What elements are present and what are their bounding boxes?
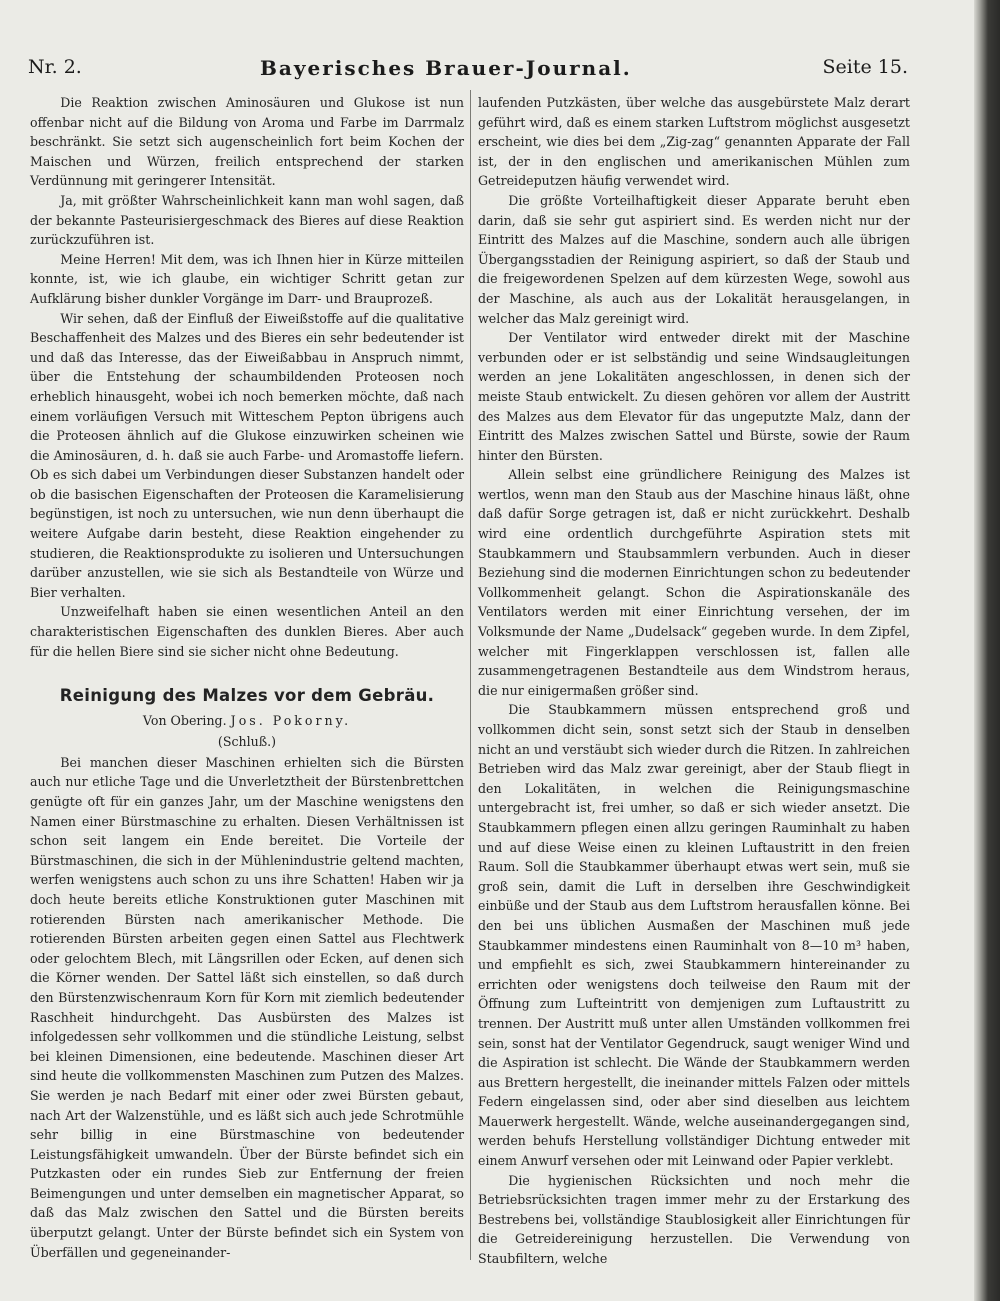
page-number: Seite 15. (822, 56, 908, 78)
left-paragraph-1: Die Reaktion zwischen Aminosäuren und Glukose ist nun offenbar nicht auf die Bildung von Aroma und Farbe im Darrmalz beschränkt. Sie setzt sich augenscheinlich fort beim Kochen der Maischen und Würzen, freilich entsprechend der starken Verdünnung mit geringerer Intensität. (30, 95, 464, 189)
left-paragraph-2: Ja, mit größter Wahrscheinlichkeit kann man wohl sagen, daß der bekannte Pasteurisiergeschmack des Bieres auf diese Reaktion zurückzuführen ist. (30, 192, 464, 248)
left-paragraph-4: Wir sehen, daß der Einfluß der Eiweißstoffe auf die qualitative Beschaffenheit des Malzes und des Bieres ein sehr bedeutender ist und daß das Interesse, das der Eiweißabbau in Anspruch nimmt, über die Entstehung der schaumbildenden Proteosen noch erheblich hinausgeht, wobei ich noch bemerken möchte, daß nach einem vorläufigen Versuch mit Witteschem Pepton übrigens auch die Proteosen ähnlich auf die Glukose einzuwirken scheinen wie die Aminosäuren, d. h. daß sie auch Farbe- und Aromastoffe liefern. Ob es sich dabei um Verbindungen dieser Substanzen handelt oder ob die basischen Eigenschaften der Proteosen die Karamelisierung begünstigen, ist noch zu untersuchen, wie nun denn überhaupt die weitere Aufgabe darin besteht, diese Reaktion eingehender zu studieren, die Reaktionsprodukte zu isolieren und Untersuchungen darüber anzustellen, wie sie sich als Bestandteile von Würze und Bier verhalten. (30, 310, 464, 600)
right-paragraph-4: Die Staubkammern müssen entsprechend groß und vollkommen dicht sein, sonst setzt sich der Staub in denselben nicht an und verstäubt sich wieder durch die Ritzen. In zahlreichen Betrieben wird das Malz zwar gereinigt, aber der Staub fliegt in den Lokalitäten, in welchen die Reinigungsmaschine untergebracht ist, frei umher, so daß er sich wieder ansetzt. Die Staubkammern pflegen einen allzu geringen Rauminhalt zu haben und auf diese Weise einen zu kleinen Luftaustritt in den freien Raum. Soll die Staubkammer überhaupt etwas wert sein, muß sie groß sein, damit die Luft in derselben ihre Geschwindigkeit einbüße und der Staub aus dem Luftstrom herausfallen könne. Bei den bei uns üblichen Ausmaßen der Maschinen muß jede Staubkammer mindestens einen Rauminhalt von 8—10 m³ haben, und empfiehlt es sich, zwei Staubkammern hintereinander zu errichten oder wenigstens doch teilweise den Raum mit der Öffnung zum Lufteintritt von demjenigen zum Luftaustritt zu trennen. Der Austritt muß unter allen Umständen vollkommen frei sein, sonst hat der Ventilator Gegendruck, saugt weniger Wind und die Aspiration ist schlecht. Die Wände der Staubkammern werden aus Brettern hergestellt, die ineinander mittels Falzen oder mittels Federn eingelassen sind, oder aber sind dieselben aus leichtem Mauerwerk hergestellt. Wände, welche auseinandergegangen sind, werden behufs Herstellung vollständiger Dichtung entweder mit einem Anwurf versehen oder mit Leinwand oder Papier verklebt. (478, 702, 910, 1169)
article-subtitle: (Schluß.) (217, 734, 277, 750)
right-paragraph-2: Der Ventilator wird entweder direkt mit der Maschine verbunden oder er ist selbständig und seine Windsaugleitungen werden an jene Lokalitäten angeschlossen, in denen sich der meiste Staub entwickelt. Zu diesen gehören vor allem der Austritt des Malzes aus dem Elevator für das ungeputzte Malz, dann der Eintritt des Malzes zwischen Sattel und Bürste, sowie der Raum hinter den Bürsten. (478, 330, 910, 463)
right-paragraph-3: Allein selbst eine gründlichere Reinigung des Malzes ist wertlos, wenn man den Staub aus der Maschine hinaus läßt, ohne daß dafür Sorge getragen ist, daß er nicht zurückkehrt. Deshalb wird eine ordentlich durchgeführte Aspiration stets mit Staubkammern und Staubsammlern verbunden. Auch in dieser Beziehung sind die modernen Einrichtungen schon zu bedeutender Vollkommenheit gelangt. Schon die Aspirationskanäle des Ventilators werden mit einer Einrichtung versehen, der im Volksmunde der Name „Dudelsack“ gegeben wurde. In dem Zipfel, welcher mit Fingerklappen verschlossen ist, fallen alle zusammengetragenen Bestandteile aus dem Windstrom heraus, die nur einigermaßen größer sind. (478, 467, 910, 698)
left-paragraph-3: Meine Herren! Mit dem, was ich Ihnen hier in Kürze mitteilen konnte, ist, wie ich glaube, ein wichtiger Schritt getan zur Aufklärung bisher dunkler Vorgänge im Darr- und Brauprozeß. (30, 251, 464, 306)
article-byline (30, 711, 464, 732)
right-column (478, 93, 910, 1269)
byline-author: Jos. Pokorny. (230, 713, 352, 729)
left-paragraph-5: Unzweifelhaft haben sie einen wesentlichen Anteil an den charakteristischen Eigenschaften des dunklen Bieres. Aber auch für die hellen Biere sind sie sicher nicht ohne Bedeutung. (30, 604, 464, 659)
byline-prefix: Von Obering. (142, 713, 227, 729)
right-paragraph-continued: laufenden Putzkästen, über welche das ausgebürstete Malz derart geführt wird, daß es einem starken Luftstrom möglichst ausgesetzt erscheint, wie dies bei dem „Zig-zag“ genannten Apparate der Fall ist, der in den englischen und amerikanischen Mühlen zum Getreideputzen häufig verwendet wird. (478, 95, 910, 189)
article-title: Reinigung des Malzes vor dem Gebräu. (59, 686, 435, 706)
page-header (28, 56, 908, 86)
section-gap (30, 661, 464, 683)
page-edge-shadow (974, 0, 1000, 1301)
article-paragraph-1: Bei manchen dieser Maschinen erhielten sich die Bürsten auch nur etliche Tage und die Unverletztheit der Bürstenbrettchen genügte oft für ein ganzes Jahr, um der Maschine wenigstens den Namen einer Bürstmaschine zu erhalten. Diesen Verhältnissen ist schon seit langem ein Ende bereitet. Die Vorteile der Bürstmaschinen, die sich in der Mühlenindustrie geltend machten, werfen wenigstens auch schon zu uns ihre Schatten! Haben wir ja doch heute bereits etliche Konstruktionen guter Maschinen mit rotierenden Bürsten nach amerikanischer Methode. Die rotierenden Bürsten arbeiten gegen einen Sattel aus Flechtwerk oder gelochtem Blech, mit Längsrillen oder Ecken, auf denen sich die Körner wenden. Der Sattel läßt sich einstellen, so daß durch den Bürstenzwischenraum Korn für Korn mit ziemlich bedeutender Raschheit hindurchgeht. Das Ausbürsten des Malzes ist infolgedessen sehr vollkommen und die stündliche Leistung, selbst bei kleinen Dimensionen, eine bedeutende. Maschinen dieser Art sind heute die vollkommensten Maschinen zum Putzen des Malzes. Sie werden je nach Bedarf mit einer oder zwei Bürsten gebaut, nach Art der Walzenstühle, und es läßt sich auch jede Schrotmühle sehr billig in eine Bürstmaschine von bedeutender Leistungsfähigkeit umwandeln. Über der Bürste befindet sich ein Putzkasten oder ein rundes Sieb zur Entfernung der freien Beimengungen und unter demselben ein magnetischer Apparat, so daß das Malz zwischen den Sattel und die Bürsten bereits überputzt gelangt. Unter der Bürste befindet sich ein System von Überfällen und gegeneinander- (30, 754, 464, 1260)
right-paragraph-5: Die hygienischen Rücksichten und noch mehr die Betriebsrücksichten tragen immer mehr zu der Erstarkung des Bestrebens bei, vollständige Staublosigkeit aller Einrichtungen für die Getreidereinigung herzustellen. Die Verwendung von Staubfiltern, welche (478, 1172, 910, 1267)
right-paragraph-1: Die größte Vorteilhaftigkeit dieser Apparate beruht eben darin, daß sie sehr gut aspiriert sind. Es werden nicht nur der Eintritt des Malzes auf die Maschine, sondern auch alle übrigen Übergangsstadien der Reinigung aspiriert, so daß der Staub und die freigewordenen Spelzen auf dem kürzesten Wege, sowohl aus der Maschine, als auch aus der Lokalität herausgelangen, in welcher das Malz gereinigt wird. (478, 192, 910, 326)
journal-title: Bayerisches Brauer-Journal. (260, 56, 632, 80)
left-column (30, 93, 464, 1262)
column-divider (470, 90, 471, 1260)
issue-number: Nr. 2. (28, 56, 82, 78)
